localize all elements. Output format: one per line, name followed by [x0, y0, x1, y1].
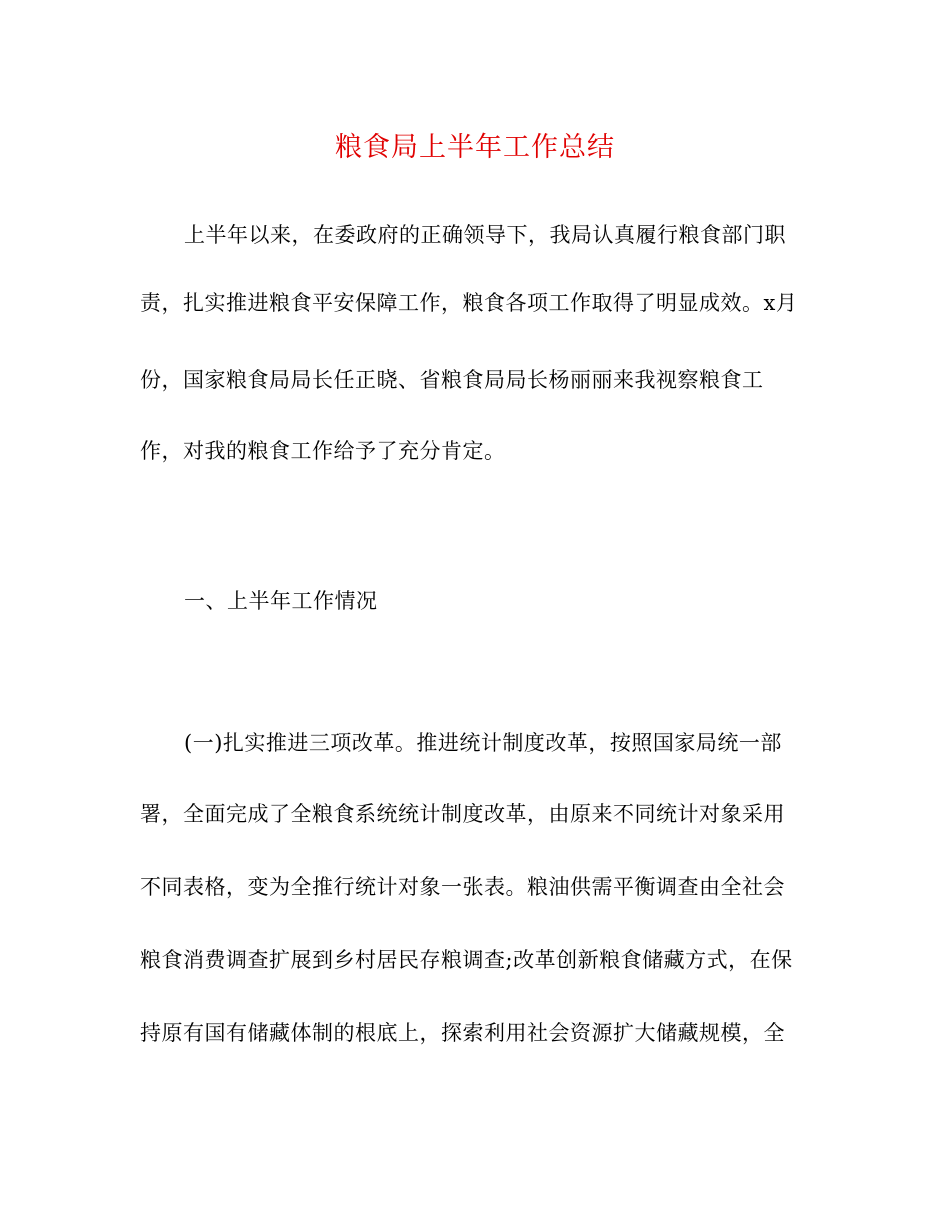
- paragraph-line: 责，扎实推进粮食平安保障工作，粮食各项工作取得了明显成效。x月: [140, 291, 798, 315]
- paragraph-line: 份，国家粮食局局长任正晓、省粮食局局长杨丽丽来我视察粮食工: [140, 368, 764, 392]
- document-title: 粮食局上半年工作总结: [335, 132, 615, 163]
- paragraph-line: 不同表格，变为全推行统计对象一张表。粮油供需平衡调查由全社会: [140, 875, 785, 899]
- paragraph-line: (一)扎实推进三项改革。推进统计制度改革，按照国家局统一部: [184, 731, 782, 755]
- paragraph-line: 作，对我的粮食工作给予了充分肯定。: [140, 439, 506, 463]
- paragraph-line: 上半年以来，在委政府的正确领导下，我局认真履行粮食部门职: [184, 223, 786, 247]
- paragraph-line: 署，全面完成了全粮食系统统计制度改革，由原来不同统计对象采用: [140, 802, 785, 826]
- paragraph-line: 粮食消费调查扩展到乡村居民存粮调查;改革创新粮食储藏方式，在保: [140, 948, 793, 972]
- paragraph-line: 持原有国有储藏体制的根底上，探索利用社会资源扩大储藏规模，全: [140, 1021, 785, 1045]
- section-heading: 一、上半年工作情况: [184, 589, 378, 613]
